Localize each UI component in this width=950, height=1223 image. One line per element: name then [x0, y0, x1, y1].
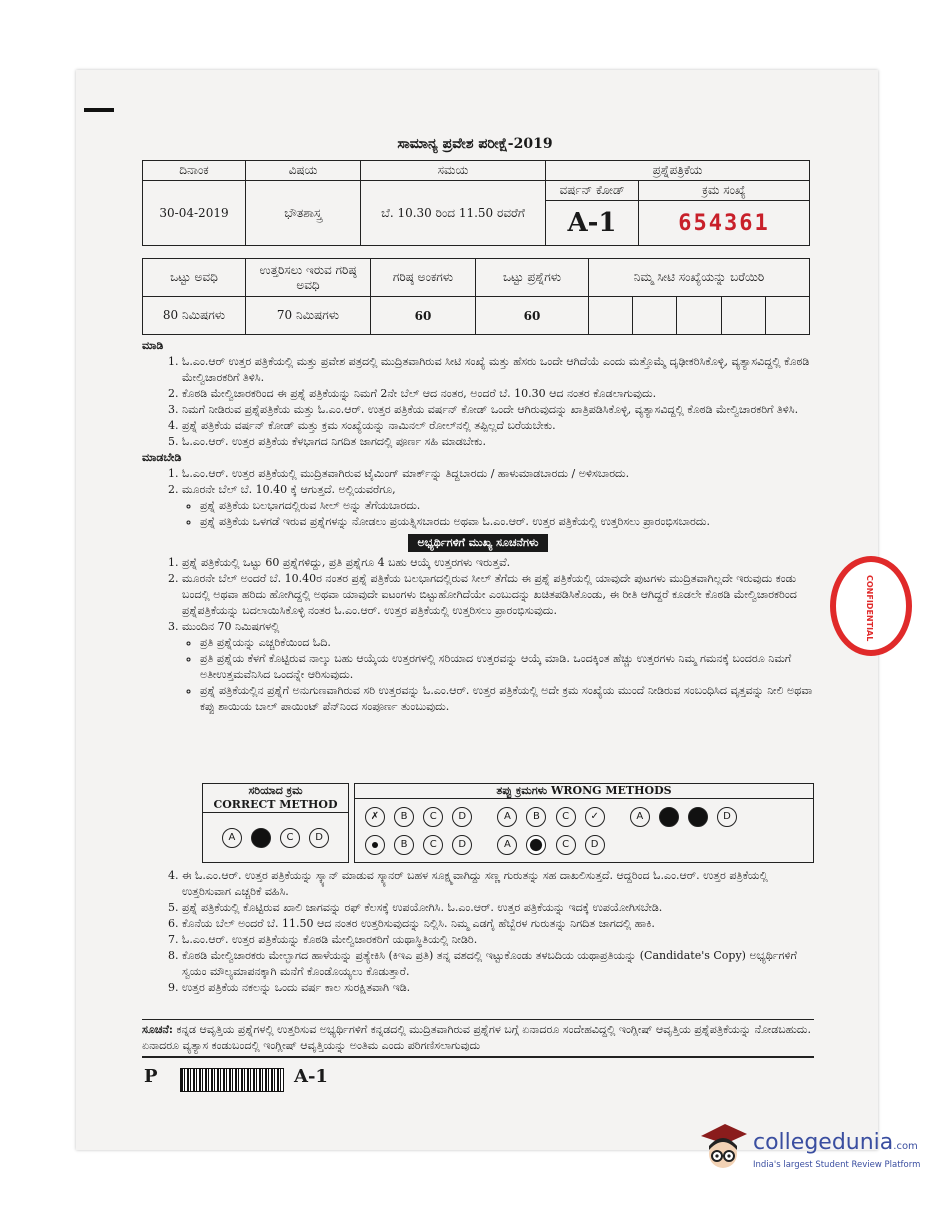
- answer-duration-label: ಉತ್ತರಿಸಲು ಇರುವ ಗರಿಷ್ಠ ಅವಧಿ: [246, 259, 371, 297]
- correct-method-box: [202, 783, 349, 863]
- bubble-c: C: [423, 807, 443, 827]
- bullet-item: ◦ ಪ್ರಶ್ನೆ ಪತ್ರಿಕೆಯ ಒಳಗಡೆ ಇರುವ ಪ್ರಶ್ನೆಗಳನ್ನು ನೋಡಲು ಪ್ರಯತ್ನಿಸಬಾರದು ಅಥವಾ ಓ.ಎಂ.ಆರ್. ಉತ್ತರ ಪತ್ರಿಕೆಯಲ್ಲಿ ಉತ್ತರಿಸಲು ಪ್ರಾರಂಭಿಸಬಾರದು.: [200, 514, 814, 530]
- max-marks-label: ಗರಿಷ್ಠ ಅಂಕಗಳು: [371, 259, 476, 297]
- logo-tagline: India's largest Student Review Platform: [753, 1160, 921, 1170]
- list-item: 5. ಓ.ಎಂ.ಆರ್. ಉತ್ತರ ಪತ್ರಿಕೆಯ ಕೆಳಭಾಗದ ನಿಗದಿತ ಜಾಗದಲ್ಲಿ ಪೂರ್ಣ ಸಹಿ ಮಾಡಬೇಕು.: [182, 434, 814, 450]
- seat-box[interactable]: [721, 297, 765, 335]
- seat-box[interactable]: [589, 297, 633, 335]
- donts-bullets: [182, 498, 814, 530]
- exam-date: 30-04-2019: [143, 181, 246, 246]
- list-item: 2. ಮೂರನೇ ಬೆಲ್ ಅಂದರೆ ಬೆ. 10.40ರ ನಂತರ ಪ್ರಶ್ನೆ ಪತ್ರಿಕೆಯ ಬಲಭಾಗದಲ್ಲಿರುವ ಸೀಲ್ ತೆಗೆದು ಈ ಪ್ರಶ್ನೆ ಪತ್ರಿಕೆಯಲ್ಲಿ ಯಾವುದೇ ಪುಟಗಳು ಮುದ್ರಿತವಾಗಿಲ್ಲದೇ ಇರುವುದು ಕಂಡು ಬಂದಲ್ಲಿ ಅಥವಾ ಹರಿದು ಹೋಗಿದ್ದಲ್ಲಿ ಅಥವಾ ಯಾವುದೇ ಐಟಂಗಳು ಬಿಟ್ಟುಹೋಗಿದೆಯೇ ಎಂಬುದನ್ನು ಖಚಿತಪಡಿಸಿಕೊಂಡು, ಈ ರೀತಿ ಆಗಿದ್ದರೆ ಕೂಡಲೇ ಕೊಠಡಿ ಮೇಲ್ವಿಚಾರಕರಿಂದ ಪ್ರಶ್ನೆಪತ್ರಿಕೆಯನ್ನು ಬದಲಾಯಿಸಿಕೊಳ್ಳಿ ನಂತರ ಓ.ಎಂ.ಆರ್. ಉತ್ತರ ಪತ್ರಿಕೆಯಲ್ಲಿ ಉತ್ತರಿಸಲು ಪ್ರಾರಂಭಿಸುವುದು.: [182, 571, 814, 619]
- list-item: 1. ಪ್ರಶ್ನೆ ಪತ್ರಿಕೆಯಲ್ಲಿ ಒಟ್ಟು 60 ಪ್ರಶ್ನೆಗಳಿದ್ದು, ಪ್ರತಿ ಪ್ರಶ್ನೆಗೂ 4 ಬಹು ಆಯ್ಕೆ ಉತ್ತರಗಳು ಇರುತ್ತವೆ.: [182, 555, 814, 571]
- banner-wrap: [142, 534, 814, 552]
- exam-title: ಸಾಮಾನ್ಯ ಪ್ರವೇಶ ಪರೀಕ್ಷೆ-2019: [397, 136, 553, 152]
- mascot-icon: [695, 1120, 751, 1176]
- correct-method-heading: [203, 784, 348, 813]
- seat-box[interactable]: [633, 297, 677, 335]
- header-table: [142, 160, 810, 246]
- bubble-b: B: [394, 835, 414, 855]
- edge-mark: [84, 108, 114, 112]
- bubble-c: C: [556, 835, 576, 855]
- total-duration: 80 ನಿಮಿಷಗಳು: [143, 297, 246, 335]
- dos-heading: ಮಾಡಿ: [142, 339, 164, 352]
- bubble-filled: [688, 807, 708, 827]
- bubble-ticked: ✓: [585, 807, 605, 827]
- barcode: [180, 1068, 284, 1092]
- bullet-item: ◦ ಪ್ರಶ್ನೆ ಪತ್ರಿಕೆಯಲ್ಲಿನ ಪ್ರಶ್ನೆಗೆ ಅನುಗುಣವಾಗಿರುವ ಸರಿ ಉತ್ತರವನ್ನು ಓ.ಎಂ.ಆರ್. ಉತ್ತರ ಪತ್ರಿಕೆಯಲ್ಲಿ ಅದೇ ಕ್ರಮ ಸಂಖ್ಯೆಯ ಮುಂದೆ ನೀಡಿರುವ ಸಂಬಂಧಿಸಿದ ವೃತ್ತವನ್ನು ನೀಲಿ ಅಥವಾ ಕಪ್ಪು ಶಾಯಿಯ ಬಾಲ್ ಪಾಯಿಂಟ್ ಪೆನ್‌ನಿಂದ ಸಂಪೂರ್ಣ ತುಂಬುವುದು.: [200, 683, 814, 715]
- donts-heading: ಮಾಡಬೇಡಿ: [142, 451, 182, 464]
- total-questions: 60: [476, 297, 589, 335]
- bubble-c: C: [280, 828, 300, 848]
- bubble-a: A: [630, 807, 650, 827]
- note-text: ಕನ್ನಡ ಆವೃತ್ತಿಯ ಪ್ರಶ್ನೆಗಳಲ್ಲಿ ಉತ್ತರಿಸುವ ಅಭ್ಯರ್ಥಿಗಳಿಗೆ ಕನ್ನಡದಲ್ಲಿ ಮುದ್ರಿತವಾಗಿರುವ ಪ್ರಶ್ನೆಗಳ ಬಗ್ಗೆ ಏನಾದರೂ ಸಂದೇಹವಿದ್ದಲ್ಲಿ ಇಂಗ್ಲೀಷ್ ಆವೃತ್ತಿಯ ಪ್ರಶ್ನೆಪತ್ರಿಕೆಯನ್ನು ನೋಡಬಹುದು. ಏನಾದರೂ ವ್ಯತ್ಯಾಸ ಕಂಡುಬಂದಲ್ಲಿ ಇಂಗ್ಲೀಷ್ ಆವೃತ್ತಿಯನ್ನು ಅಂತಿಮ ಎಂದು ಪರಿಗಣಿಸಲಾಗುವುದು: [142, 1023, 811, 1052]
- wrong-methods-heading: ತಪ್ಪು ಕ್ರಮಗಳು WRONG METHODS: [355, 784, 813, 799]
- list-item: [182, 619, 814, 715]
- instruction-bullets: [182, 635, 814, 715]
- subject-label: ವಿಷಯ: [246, 161, 361, 181]
- bubble-filled: [251, 828, 271, 848]
- instructions-block: [142, 338, 814, 715]
- bubble-a: A: [222, 828, 242, 848]
- list-item: 9. ಉತ್ತರ ಪತ್ರಿಕೆಯ ನಕಲನ್ನು ಒಂದು ವರ್ಷ ಕಾಲ ಸುರಕ್ಷಿತವಾಗಿ ಇಡಿ.: [182, 980, 814, 996]
- qp-label: ಪ್ರಶ್ನೆಪತ್ರಿಕೆಯ: [546, 161, 810, 181]
- list-item: [182, 482, 814, 530]
- list-item: 4. ಪ್ರಶ್ನೆ ಪತ್ರಿಕೆಯ ವರ್ಷನ್ ಕೋಡ್ ಮತ್ತು ಕ್ರಮ ಸಂಖ್ಯೆಯನ್ನು ನಾಮಿನಲ್ ರೋಲ್‌ನಲ್ಲಿ ತಪ್ಪಿಲ್ಲದೆ ಬರೆಯಬೇಕು.: [182, 418, 814, 434]
- bubble-d: D: [309, 828, 329, 848]
- logo-name: [753, 1130, 918, 1155]
- note-block: [142, 1019, 814, 1058]
- bubble-b: B: [394, 807, 414, 827]
- list-item: 6. ಕೊನೆಯ ಬೆಲ್ ಅಂದರೆ ಬೆ. 11.50 ಆದ ನಂತರ ಉತ್ತರಿಸುವುದನ್ನು ನಿಲ್ಲಿಸಿ. ನಿಮ್ಮ ಎಡಗೈ ಹೆಬ್ಬೆರಳ ಗುರುತನ್ನು ನಿಗದಿತ ಜಾಗದಲ್ಲಿ ಹಾಕಿ.: [182, 916, 814, 932]
- seal-text: CONFIDENTIAL: [865, 575, 874, 642]
- correct-bubbles: [203, 827, 348, 848]
- bubble-b: B: [526, 807, 546, 827]
- correct-method-label-kn: ಸರಿಯಾದ ಕ್ರಮ: [248, 784, 303, 797]
- max-marks: 60: [371, 297, 476, 335]
- bubble-c: C: [556, 807, 576, 827]
- instructions-banner: ಅಭ್ಯರ್ಥಿಗಳಿಗೆ ಮುಖ್ಯ ಸೂಚನೆಗಳು: [408, 534, 549, 552]
- bubble-d: D: [717, 807, 737, 827]
- wrong-row-1: [363, 806, 755, 827]
- bubble-d: D: [452, 835, 472, 855]
- answer-duration: 70 ನಿಮಿಷಗಳು: [246, 297, 371, 335]
- main-instructions: [142, 555, 814, 715]
- collegedunia-logo[interactable]: [695, 1120, 925, 1180]
- bullet-item: ◦ ಪ್ರಶ್ನೆ ಪತ್ರಿಕೆಯ ಬಲಭಾಗದಲ್ಲಿರುವ ಸೀಲ್ ಅನ್ನು ತೆಗೆಯಬಾರದು.: [200, 498, 814, 514]
- more-list: [142, 868, 814, 996]
- bubble-a: A: [497, 807, 517, 827]
- bubble-filled: [659, 807, 679, 827]
- note-label: ಸೂಚನೆ:: [142, 1023, 173, 1036]
- wrong-example-dot: [363, 834, 474, 855]
- total-duration-label: ಒಟ್ಟು ಅವಧಿ: [143, 259, 246, 297]
- time-label: ಸಮಯ: [361, 161, 546, 181]
- list-item: 3. ನಿಮಗೆ ನೀಡಿರುವ ಪ್ರಶ್ನೆಪತ್ರಿಕೆಯ ಮತ್ತು ಓ.ಎಂ.ಆರ್. ಉತ್ತರ ಪತ್ರಿಕೆಯ ವರ್ಷನ್ ಕೋಡ್ ಒಂದೇ ಆಗಿರುವುದನ್ನು ಖಾತ್ರಿಪಡಿಸಿಕೊಳ್ಳಿ, ವ್ಯತ್ಯಾಸವಿದ್ದಲ್ಲಿ ಕೊಠಡಿ ಮೇಲ್ವಿಚಾರಕರಿಗೆ ತಿಳಿಸಿ.: [182, 402, 814, 418]
- list-item: 2. ಕೊಠಡಿ ಮೇಲ್ವಿಚಾರಕರಿಂದ ಈ ಪ್ರಶ್ನೆ ಪತ್ರಿಕೆಯನ್ನು ನಿಮಗೆ 2ನೇ ಬೆಲ್ ಆದ ನಂತರ, ಅಂದರೆ ಬೆ. 10.30 ಆದ ನಂತರ ಕೊಡಲಾಗುವುದು.: [182, 386, 814, 402]
- seat-box[interactable]: [677, 297, 721, 335]
- seat-number-label: ನಿಮ್ಮ ಸೀಟಿ ಸಂಖ್ಯೆಯನ್ನು ಬರೆಯಿರಿ: [589, 259, 810, 297]
- list-item: 7. ಓ.ಎಂ.ಆರ್. ಉತ್ತರ ಪತ್ರಿಕೆಯನ್ನು ಕೊಠಡಿ ಮೇಲ್ವಿಚಾರಕರಿಗೆ ಯಥಾಸ್ಥಿತಿಯಲ್ಲಿ ನೀಡಿರಿ.: [182, 932, 814, 948]
- correct-method-label-en: CORRECT METHOD: [213, 798, 338, 811]
- total-questions-label: ಒಟ್ಟು ಪ್ರಶ್ನೆಗಳು: [476, 259, 589, 297]
- bubble-crossed: ✗: [365, 807, 385, 827]
- version-code: A-1: [546, 201, 639, 246]
- date-label: ದಿನಾಂಕ: [143, 161, 246, 181]
- marking-methods: [202, 783, 814, 863]
- bullet-item: ◦ ಪ್ರತಿ ಪ್ರಶ್ನೆಯ ಕೆಳಗೆ ಕೊಟ್ಟಿರುವ ನಾಲ್ಕು ಬಹು ಆಯ್ಕೆಯ ಉತ್ತರಗಳಲ್ಲಿ ಸರಿಯಾದ ಉತ್ತರವನ್ನು ಆಯ್ಕೆ ಮಾಡಿ. ಒಂದಕ್ಕಿಂತ ಹೆಚ್ಚು ಉತ್ತರಗಳು ನಿಮ್ಮ ಗಮನಕ್ಕೆ ಬಂದರೂ ನಿಮಗೆ ಅತೀಉತ್ತಮವೆನಿಸಿದ ಒಂದನ್ನೇ ಆರಿಸುವುದು.: [200, 651, 814, 683]
- bubble-partial: [526, 835, 546, 855]
- wrong-methods-box: [354, 783, 814, 863]
- serial-number: 654361: [639, 201, 810, 246]
- bullet-item: ◦ ಪ್ರತಿ ಪ್ರಶ್ನೆಯನ್ನು ಎಚ್ಚರಿಕೆಯಿಂದ ಓದಿ.: [200, 635, 814, 651]
- bubble-c: C: [423, 835, 443, 855]
- bubble-a: A: [497, 835, 517, 855]
- wrong-row-2: [363, 834, 623, 855]
- serial-label: ಕ್ರಮ ಸಂಖ್ಯೆ: [639, 181, 810, 201]
- footer-letter: P: [144, 1066, 158, 1087]
- wrong-example-cross: [363, 806, 474, 827]
- list-item: 4. ಈ ಓ.ಎಂ.ಆರ್. ಉತ್ತರ ಪತ್ರಿಕೆಯನ್ನು ಸ್ಕ್ಯಾನ್ ಮಾಡುವ ಸ್ಕ್ಯಾನರ್ ಬಹಳ ಸೂಕ್ಷ್ಮವಾಗಿದ್ದು ಸಣ್ಣ ಗುರುತನ್ನು ಸಹ ದಾಖಲಿಸುತ್ತದೆ. ಆದ್ದರಿಂದ ಓ.ಎಂ.ಆರ್. ಉತ್ತರ ಪತ್ರಿಕೆಯಲ್ಲಿ ಉತ್ತರಿಸುವಾಗ ಎಚ್ಚರಿಕೆ ವಹಿಸಿ.: [182, 868, 814, 900]
- exam-time: ಬೆ. 10.30 ರಿಂದ 11.50 ರವರೆಗೆ: [361, 181, 546, 246]
- logo-tld: .com: [893, 1141, 918, 1152]
- wrong-example-tick: [495, 806, 606, 827]
- duration-table: [142, 258, 810, 335]
- version-code-label: ವರ್ಷನ್ ಕೋಡ್: [546, 181, 639, 201]
- dos-list: [142, 354, 814, 450]
- wrong-example-partial: [495, 834, 606, 855]
- logo-brand: collegedunia: [753, 1130, 894, 1155]
- list-item: 5. ಪ್ರಶ್ನೆ ಪತ್ರಿಕೆಯಲ್ಲಿ ಕೊಟ್ಟಿರುವ ಖಾಲಿ ಜಾಗವನ್ನು ರಫ್ ಕೆಲಸಕ್ಕೆ ಉಪಯೋಗಿಸಿ. ಓ.ಎಂ.ಆರ್. ಉತ್ತರ ಪತ್ರಿಕೆಯನ್ನು ಇದಕ್ಕೆ ಉಪಯೋಗಿಸಬೇಡಿ.: [182, 900, 814, 916]
- list-item-text: ಮುಂದಿನ 70 ನಿಮಿಷಗಳಲ್ಲಿ: [182, 620, 280, 633]
- footer-code: A-1: [294, 1066, 328, 1087]
- list-item: 1. ಓ.ಎಂ.ಆರ್. ಉತ್ತರ ಪತ್ರಿಕೆಯಲ್ಲಿ ಮುದ್ರಿತವಾಗಿರುವ ಟೈಮಿಂಗ್ ಮಾರ್ಕ್‌ನ್ನು ತಿದ್ದಬಾರದು / ಹಾಳುಮಾಡಬಾರದು / ಅಳಿಸಬಾರದು.: [182, 466, 814, 482]
- more-instructions: [142, 868, 814, 996]
- list-item: 1. ಓ.ಎಂ.ಆರ್ ಉತ್ತರ ಪತ್ರಿಕೆಯಲ್ಲಿ ಮತ್ತು ಪ್ರವೇಶ ಪತ್ರದಲ್ಲಿ ಮುದ್ರಿತವಾಗಿರುವ ಸೀಟಿ ಸಂಖ್ಯೆ ಮತ್ತು ಹೆಸರು ಒಂದೇ ಆಗಿದೆಯೆ ಎಂದು ಮತ್ತೊಮ್ಮೆ ದೃಢೀಕರಿಸಿಕೊಳ್ಳಿ, ವ್ಯತ್ಯಾಸವಿದ್ದಲ್ಲಿ ಕೊಠಡಿ ಮೇಲ್ವಿಚಾರಕರಿಗೆ ತಿಳಿಸಿ.: [182, 354, 814, 386]
- wrong-example-double: [628, 806, 739, 827]
- bubble-d: D: [585, 835, 605, 855]
- seat-box[interactable]: [765, 297, 809, 335]
- exam-subject: ಭೌತಶಾಸ್ತ್ರ: [246, 181, 361, 246]
- list-item-text: ಮೂರನೇ ಬೆಲ್ ಬೆ. 10.40 ಕ್ಕೆ ಆಗುತ್ತದೆ. ಅಲ್ಲಿಯವರೆಗೂ,: [182, 483, 396, 496]
- bubble-dotted: [365, 835, 385, 855]
- list-item: 8. ಕೊಠಡಿ ಮೇಲ್ವಿಚಾರಕರು ಮೇಲ್ಭಾಗದ ಹಾಳೆಯನ್ನು ಪ್ರತ್ಯೇಕಿಸಿ (ಕಿಇಎ ಪ್ರತಿ) ತನ್ನ ವಶದಲ್ಲಿ ಇಟ್ಟುಕೊಂಡು ತಳಬದಿಯ ಯಥಾಪ್ರತಿಯನ್ನು (Candidate's Copy) ಅಭ್ಯರ್ಥಿಗಳಿಗೆ ಸ್ವಯಂ ಮೌಲ್ಯಮಾಪನಕ್ಕಾಗಿ ಮನೆಗೆ ಕೊಂಡೊಯ್ಯಲು ಕೊಡುತ್ತಾರೆ.: [182, 948, 814, 980]
- donts-list: [142, 466, 814, 530]
- bubble-d: D: [452, 807, 472, 827]
